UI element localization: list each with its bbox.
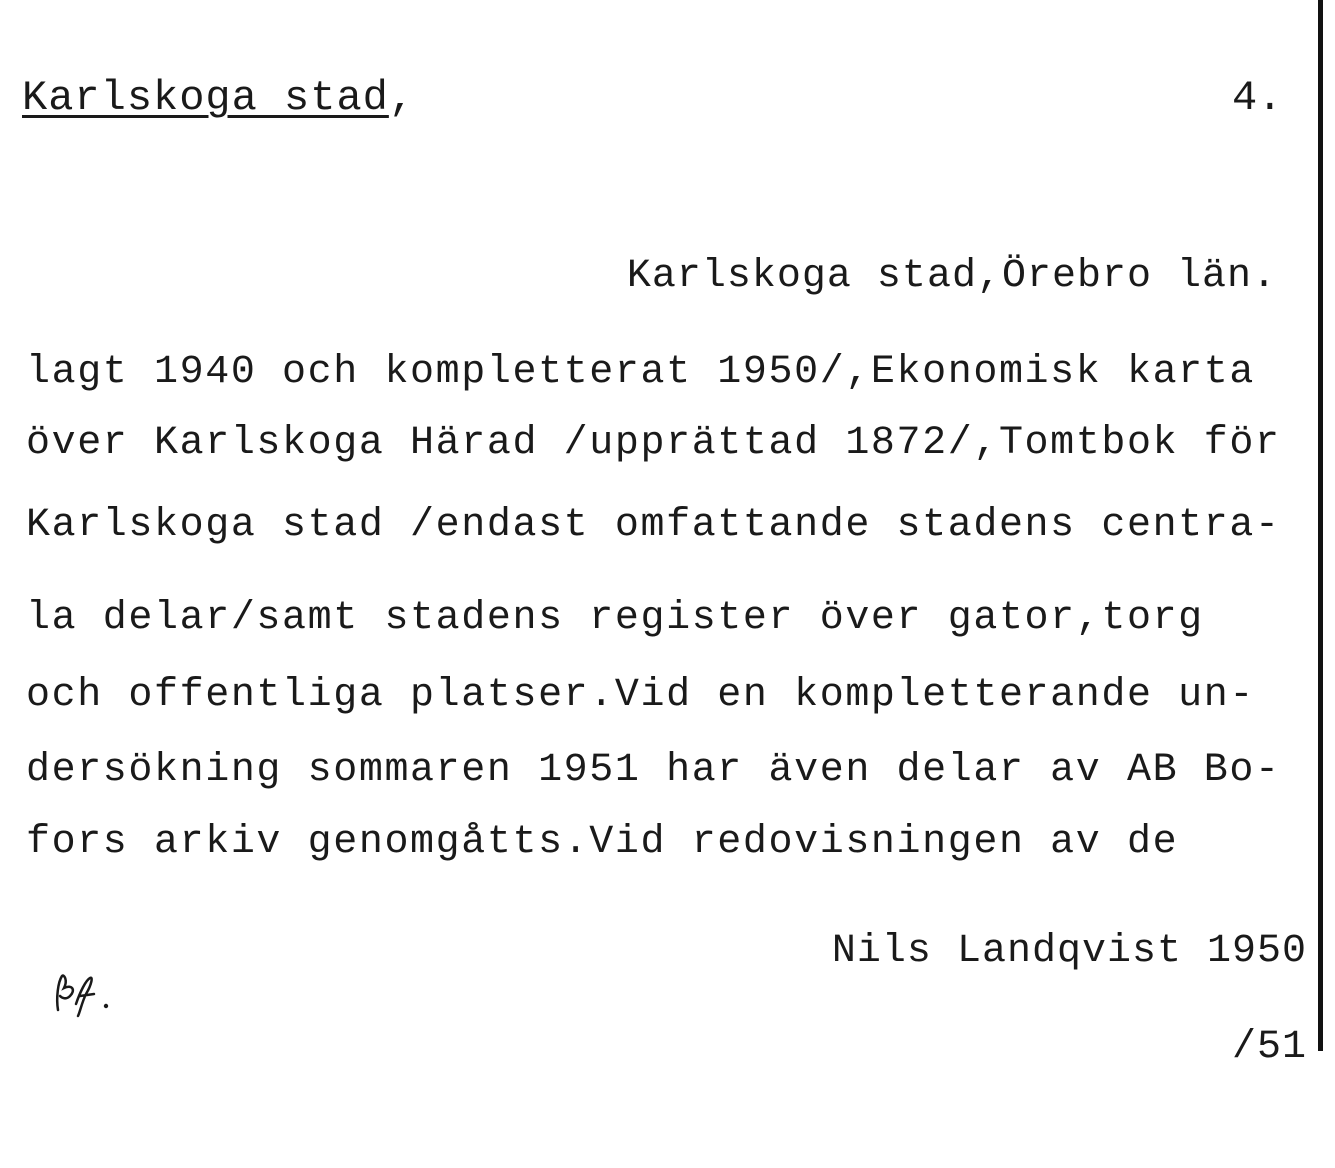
signature-year2: /51: [1231, 1025, 1307, 1070]
body-line: la delar/samt stadens register över gator,torg: [26, 596, 1204, 641]
card-heading-punct: ,: [388, 74, 416, 122]
card-number: 4.: [1232, 74, 1283, 122]
body-line: lagt 1940 och kompletterat 1950/,Ekonomisk karta: [26, 350, 1255, 395]
body-line: och offentliga platser.Vid en kompletterande un-: [26, 673, 1255, 718]
card-heading: [22, 74, 415, 122]
card-right-edge: [1318, 0, 1323, 1051]
card-heading-title: Karlskoga stad: [22, 74, 389, 122]
signature-name-year: Nils Landqvist 1950: [831, 929, 1307, 974]
body-line: fors arkiv genomgåtts.Vid redovisningen av de: [26, 820, 1179, 865]
handwritten-initials-icon: [50, 970, 130, 1020]
body-line: dersökning sommaren 1951 har även delar av AB Bo-: [26, 748, 1281, 793]
place-line: Karlskoga stad,Örebro län.: [626, 254, 1277, 299]
body-line: över Karlskoga Härad /upprättad 1872/,Tomtbok för: [26, 421, 1281, 466]
signature: [732, 880, 1307, 1168]
body-line: Karlskoga stad /endast omfattande stadens centra-: [26, 503, 1281, 548]
